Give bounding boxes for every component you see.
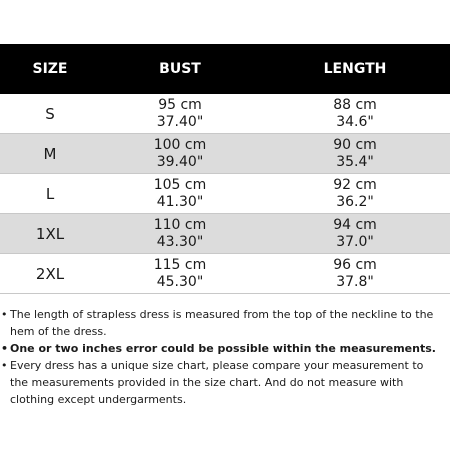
size-notes [0,306,440,408]
bust-cm: 100 cm [153,136,207,153]
length-cm: 94 cm [333,216,377,233]
bullet-icon: • [1,342,9,355]
header-bust: BUST [159,61,201,77]
note-measurement [0,306,440,340]
note-compare [0,357,440,408]
length-cm: 88 cm [333,96,377,113]
bust-cm: 105 cm [153,176,207,193]
length-in: 36.2" [336,193,374,210]
size-cell: 1XL [35,224,65,243]
note-text: One or two inches error could be possible within the measurements. [10,342,436,355]
note-text: The length of strapless dress is measured from the top of the neckline to the hem of the dress. [10,308,434,338]
bust-cell [100,217,260,251]
note-text: Every dress has a unique size chart, please compare your measurement to the measurements provided in the size chart. And do not measure with clothing except undergarments. [10,359,424,406]
length-cell [260,177,450,211]
bust-in: 37.40" [156,113,204,130]
bust-in: 43.30" [156,233,204,250]
size-cell: M [43,144,57,163]
bust-cell [100,97,260,131]
size-cell: S [45,104,55,123]
bust-in: 39.40" [156,153,204,170]
size-cell: L [45,184,55,203]
length-in: 37.8" [336,273,374,290]
length-cell [260,97,450,131]
bullet-icon: • [1,359,8,372]
bust-cm: 115 cm [153,256,207,273]
table-header [0,44,450,94]
size-chart-table [0,44,450,294]
bust-cell [100,257,260,291]
bust-cm: 95 cm [158,96,202,113]
bullet-icon: • [1,308,8,321]
bust-cell [100,177,260,211]
bust-cell [100,137,260,171]
table-row [0,134,450,174]
table-row [0,214,450,254]
length-cm: 90 cm [333,136,377,153]
length-cm: 92 cm [333,176,377,193]
length-in: 37.0" [336,233,374,250]
length-in: 34.6" [336,113,374,130]
length-cm: 96 cm [333,256,377,273]
table-row [0,94,450,134]
bust-in: 41.30" [156,193,204,210]
size-cell: 2XL [35,264,65,283]
length-cell [260,217,450,251]
header-length: LENGTH [323,61,387,77]
table-row [0,174,450,214]
length-cell [260,137,450,171]
note-error [0,340,440,357]
table-row [0,254,450,294]
length-in: 35.4" [336,153,374,170]
bust-cm: 110 cm [153,216,207,233]
bust-in: 45.30" [156,273,204,290]
length-cell [260,257,450,291]
header-size: SIZE [32,61,68,77]
